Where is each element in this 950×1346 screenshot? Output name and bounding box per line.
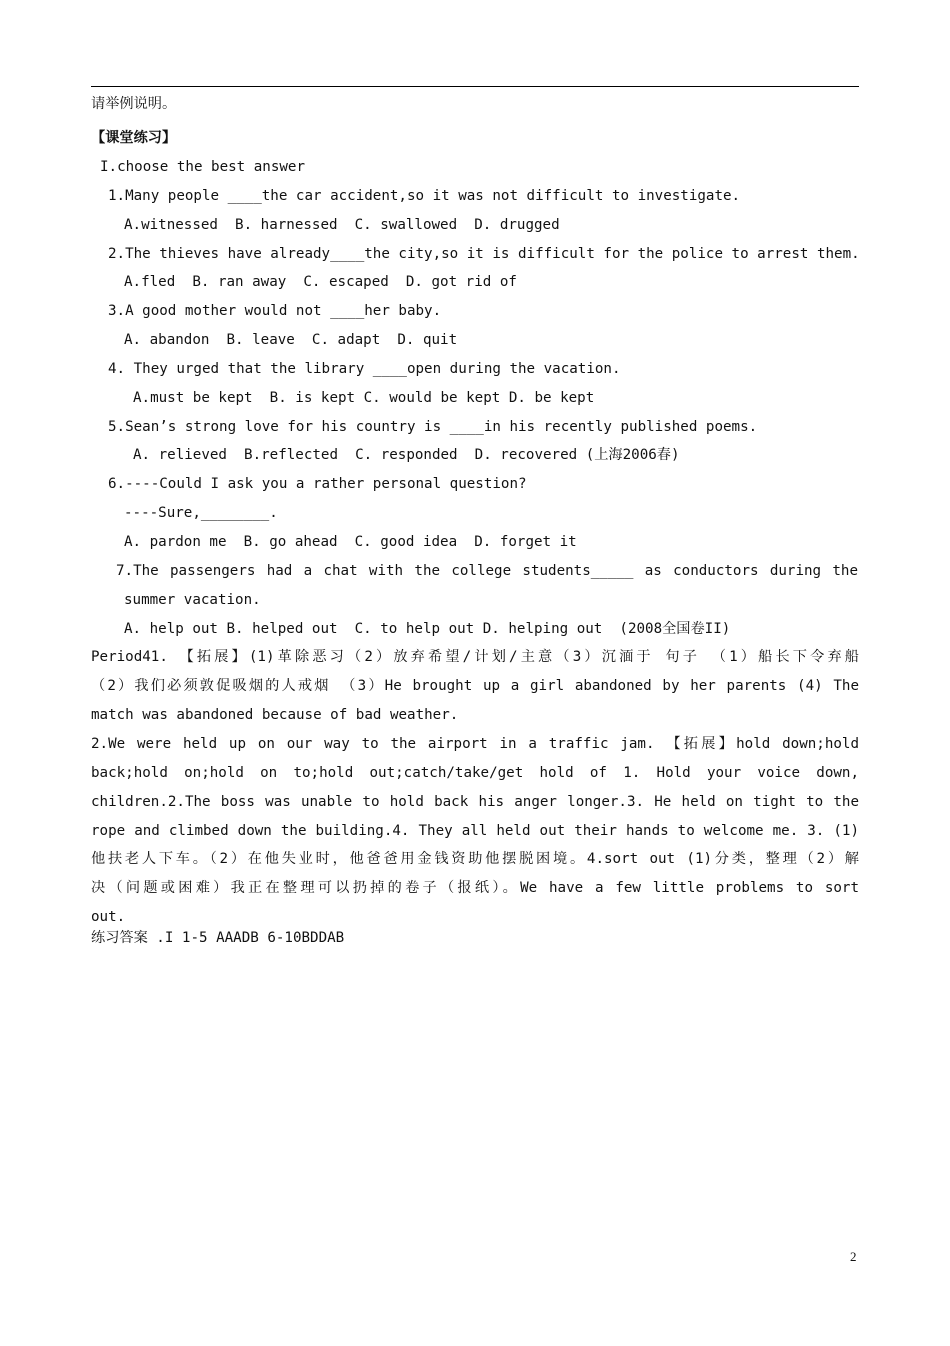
header-text: 请举例说明。 (91, 96, 177, 112)
answers-line-1: Period41. 【拓展】(1)革除恶习（2）放弃希望/计划/主意（3）沉湎于 句子 （1）船长下令弃船 (91, 649, 859, 665)
answers-line-4: 2.We were held up on our way to the airport in a traffic jam. 【拓展】hold down;hold (91, 736, 859, 752)
section-title: 【课堂练习】 (91, 130, 177, 146)
options-4: A.must be kept B. is kept C. would be kept D. be kept (133, 390, 595, 406)
question-6: 6.----Could I ask you a rather personal question? (108, 476, 527, 492)
part-title: I.choose the best answer (100, 159, 305, 175)
options-5: A. relieved B.reflected C. responded D. recovered (上海2006春) (133, 447, 680, 463)
question-3: 3.A good mother would not ____her baby. (108, 303, 442, 319)
page-number: 2 (850, 1249, 857, 1264)
options-1: A.witnessed B. harnessed C. swallowed D. drugged (124, 217, 560, 233)
question-7: 7.The passengers had a chat with the college students_____ as conductors during the (116, 563, 858, 579)
question-2: 2.The thieves have already____the city,so it is difficult for the police to arrest them. (108, 246, 860, 262)
answers-line-5: back;hold on;hold on to;hold out;catch/take/get hold of 1. Hold your voice down, (91, 765, 859, 781)
options-6: A. pardon me B. go ahead C. good idea D. forget it (124, 534, 577, 550)
question-5: 5.Sean’s strong love for his country is ____in his recently published poems. (108, 419, 758, 435)
question-6-reply: ----Sure,________. (124, 505, 278, 521)
practice-answer: 练习答案 .I 1-5 AAADB 6-10BDDAB (91, 930, 345, 946)
options-2: A.fled B. ran away C. escaped D. got rid of (124, 274, 517, 290)
question-1: 1.Many people ____the car accident,so it was not difficult to investigate. (108, 188, 741, 204)
answers-line-2: （2）我们必须敦促吸烟的人戒烟 （3）He brought up a girl abandoned by her parents (4) The (91, 678, 859, 694)
answers-line-3: match was abandoned because of bad weather. (91, 707, 459, 723)
options-3: A. abandon B. leave C. adapt D. quit (124, 332, 458, 348)
header-rule (91, 86, 859, 87)
question-4: 4. They urged that the library ____open during the vacation. (108, 361, 621, 377)
options-7: A. help out B. helped out C. to help out D. helping out (2008全国卷II) (124, 621, 731, 637)
answers-line-9: 决（问题或困难）我正在整理可以扔掉的卷子（报纸）。We have a few little problems to sort (91, 880, 859, 896)
answers-line-8: 他扶老人下车。（2）在他失业时，他爸爸用金钱资助他摆脱困境。4.sort out (1)分类，整理（2）解 (91, 851, 859, 867)
question-7-cont: summer vacation. (124, 592, 261, 608)
answers-line-7: rope and climbed down the building.4. They all held out their hands to welcome me. 3. (1) (91, 823, 859, 839)
answers-line-6: children.2.The boss was unable to hold back his anger longer.3. He held on tight to the (91, 794, 859, 810)
answers-line-10: out. (91, 909, 126, 925)
